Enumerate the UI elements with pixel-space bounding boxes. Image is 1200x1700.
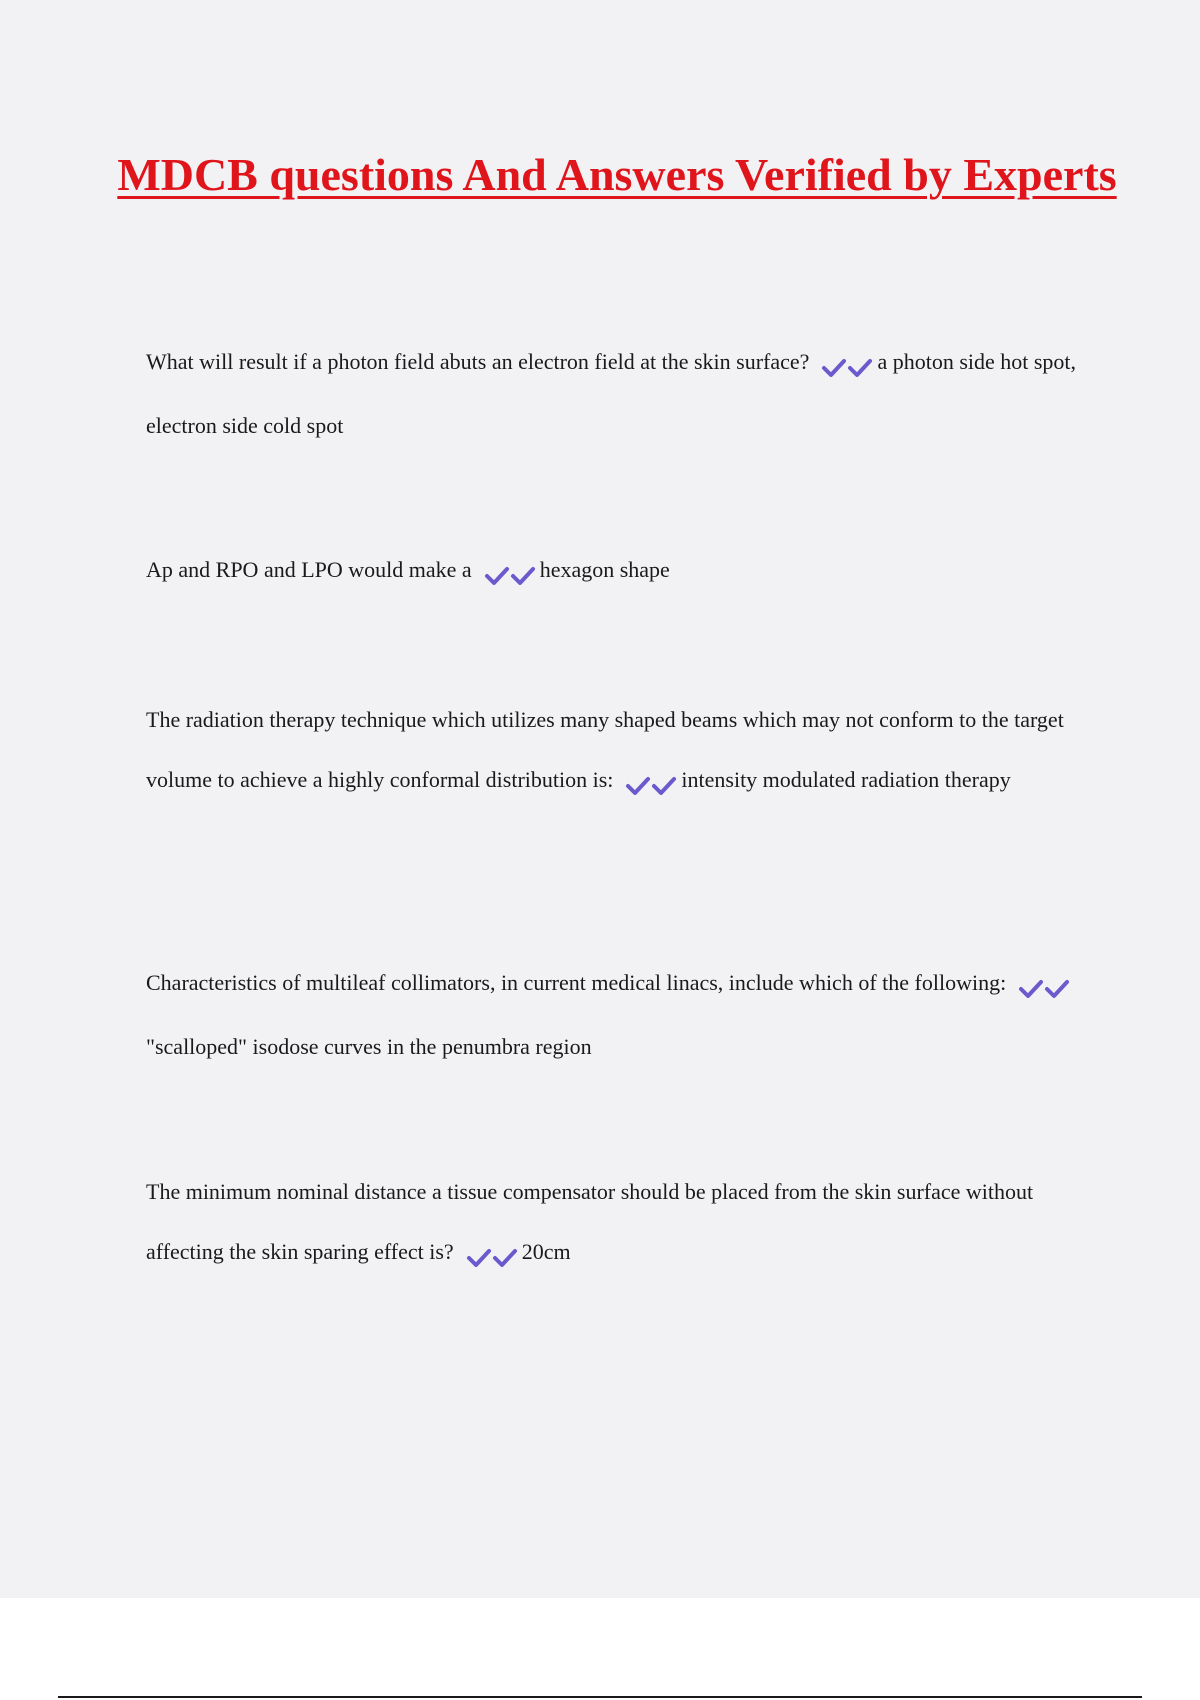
question-text: Characteristics of multileaf collimators, in current medical linacs, include which of the following: xyxy=(146,970,1007,995)
answer-text: "scalloped" isodose curves in the penumbra region xyxy=(146,1034,592,1059)
answer-text: hexagon shape xyxy=(539,557,670,582)
checkmark-icon xyxy=(510,565,536,587)
checkmark-icon xyxy=(847,357,873,379)
question-text: Ap and RPO and LPO would make a xyxy=(146,557,472,582)
qa-item-5 xyxy=(146,1162,1096,1286)
question-text: What will result if a photon field abuts an electron field at the skin surface? xyxy=(146,349,810,374)
question-text: The minimum nominal distance a tissue compensator should be placed from the skin surface without affecting the skin sparing effect is? xyxy=(146,1179,1034,1264)
checkmark-icon xyxy=(484,565,510,587)
double-checkmark-icon xyxy=(466,1226,518,1286)
footer-divider xyxy=(58,1696,1142,1698)
checkmark-icon xyxy=(466,1247,492,1269)
qa-item-2 xyxy=(146,540,1096,604)
double-checkmark-icon xyxy=(821,336,873,396)
answer-text: 20cm xyxy=(521,1239,571,1264)
checkmark-icon xyxy=(625,775,651,797)
question-text: The radiation therapy technique which utilizes many shaped beams which may not conform to the target volume to achieve a highly conformal distribution is: xyxy=(146,707,1064,792)
answer-text: intensity modulated radiation therapy xyxy=(681,767,1011,792)
checkmark-icon xyxy=(1018,978,1044,1000)
document-title: MDCB questions And Answers Verified by Experts xyxy=(117,149,1117,200)
double-checkmark-icon xyxy=(625,754,677,814)
double-checkmark-icon xyxy=(1018,957,1070,1017)
qa-item-3 xyxy=(146,690,1096,814)
qa-item-1 xyxy=(146,332,1096,456)
double-checkmark-icon xyxy=(484,544,536,604)
checkmark-icon xyxy=(492,1247,518,1269)
checkmark-icon xyxy=(1044,978,1070,1000)
qa-item-4 xyxy=(146,953,1096,1077)
checkmark-icon xyxy=(651,775,677,797)
answer-text: a photon side hot spot, electron side cold spot xyxy=(146,349,1077,438)
checkmark-icon xyxy=(821,357,847,379)
